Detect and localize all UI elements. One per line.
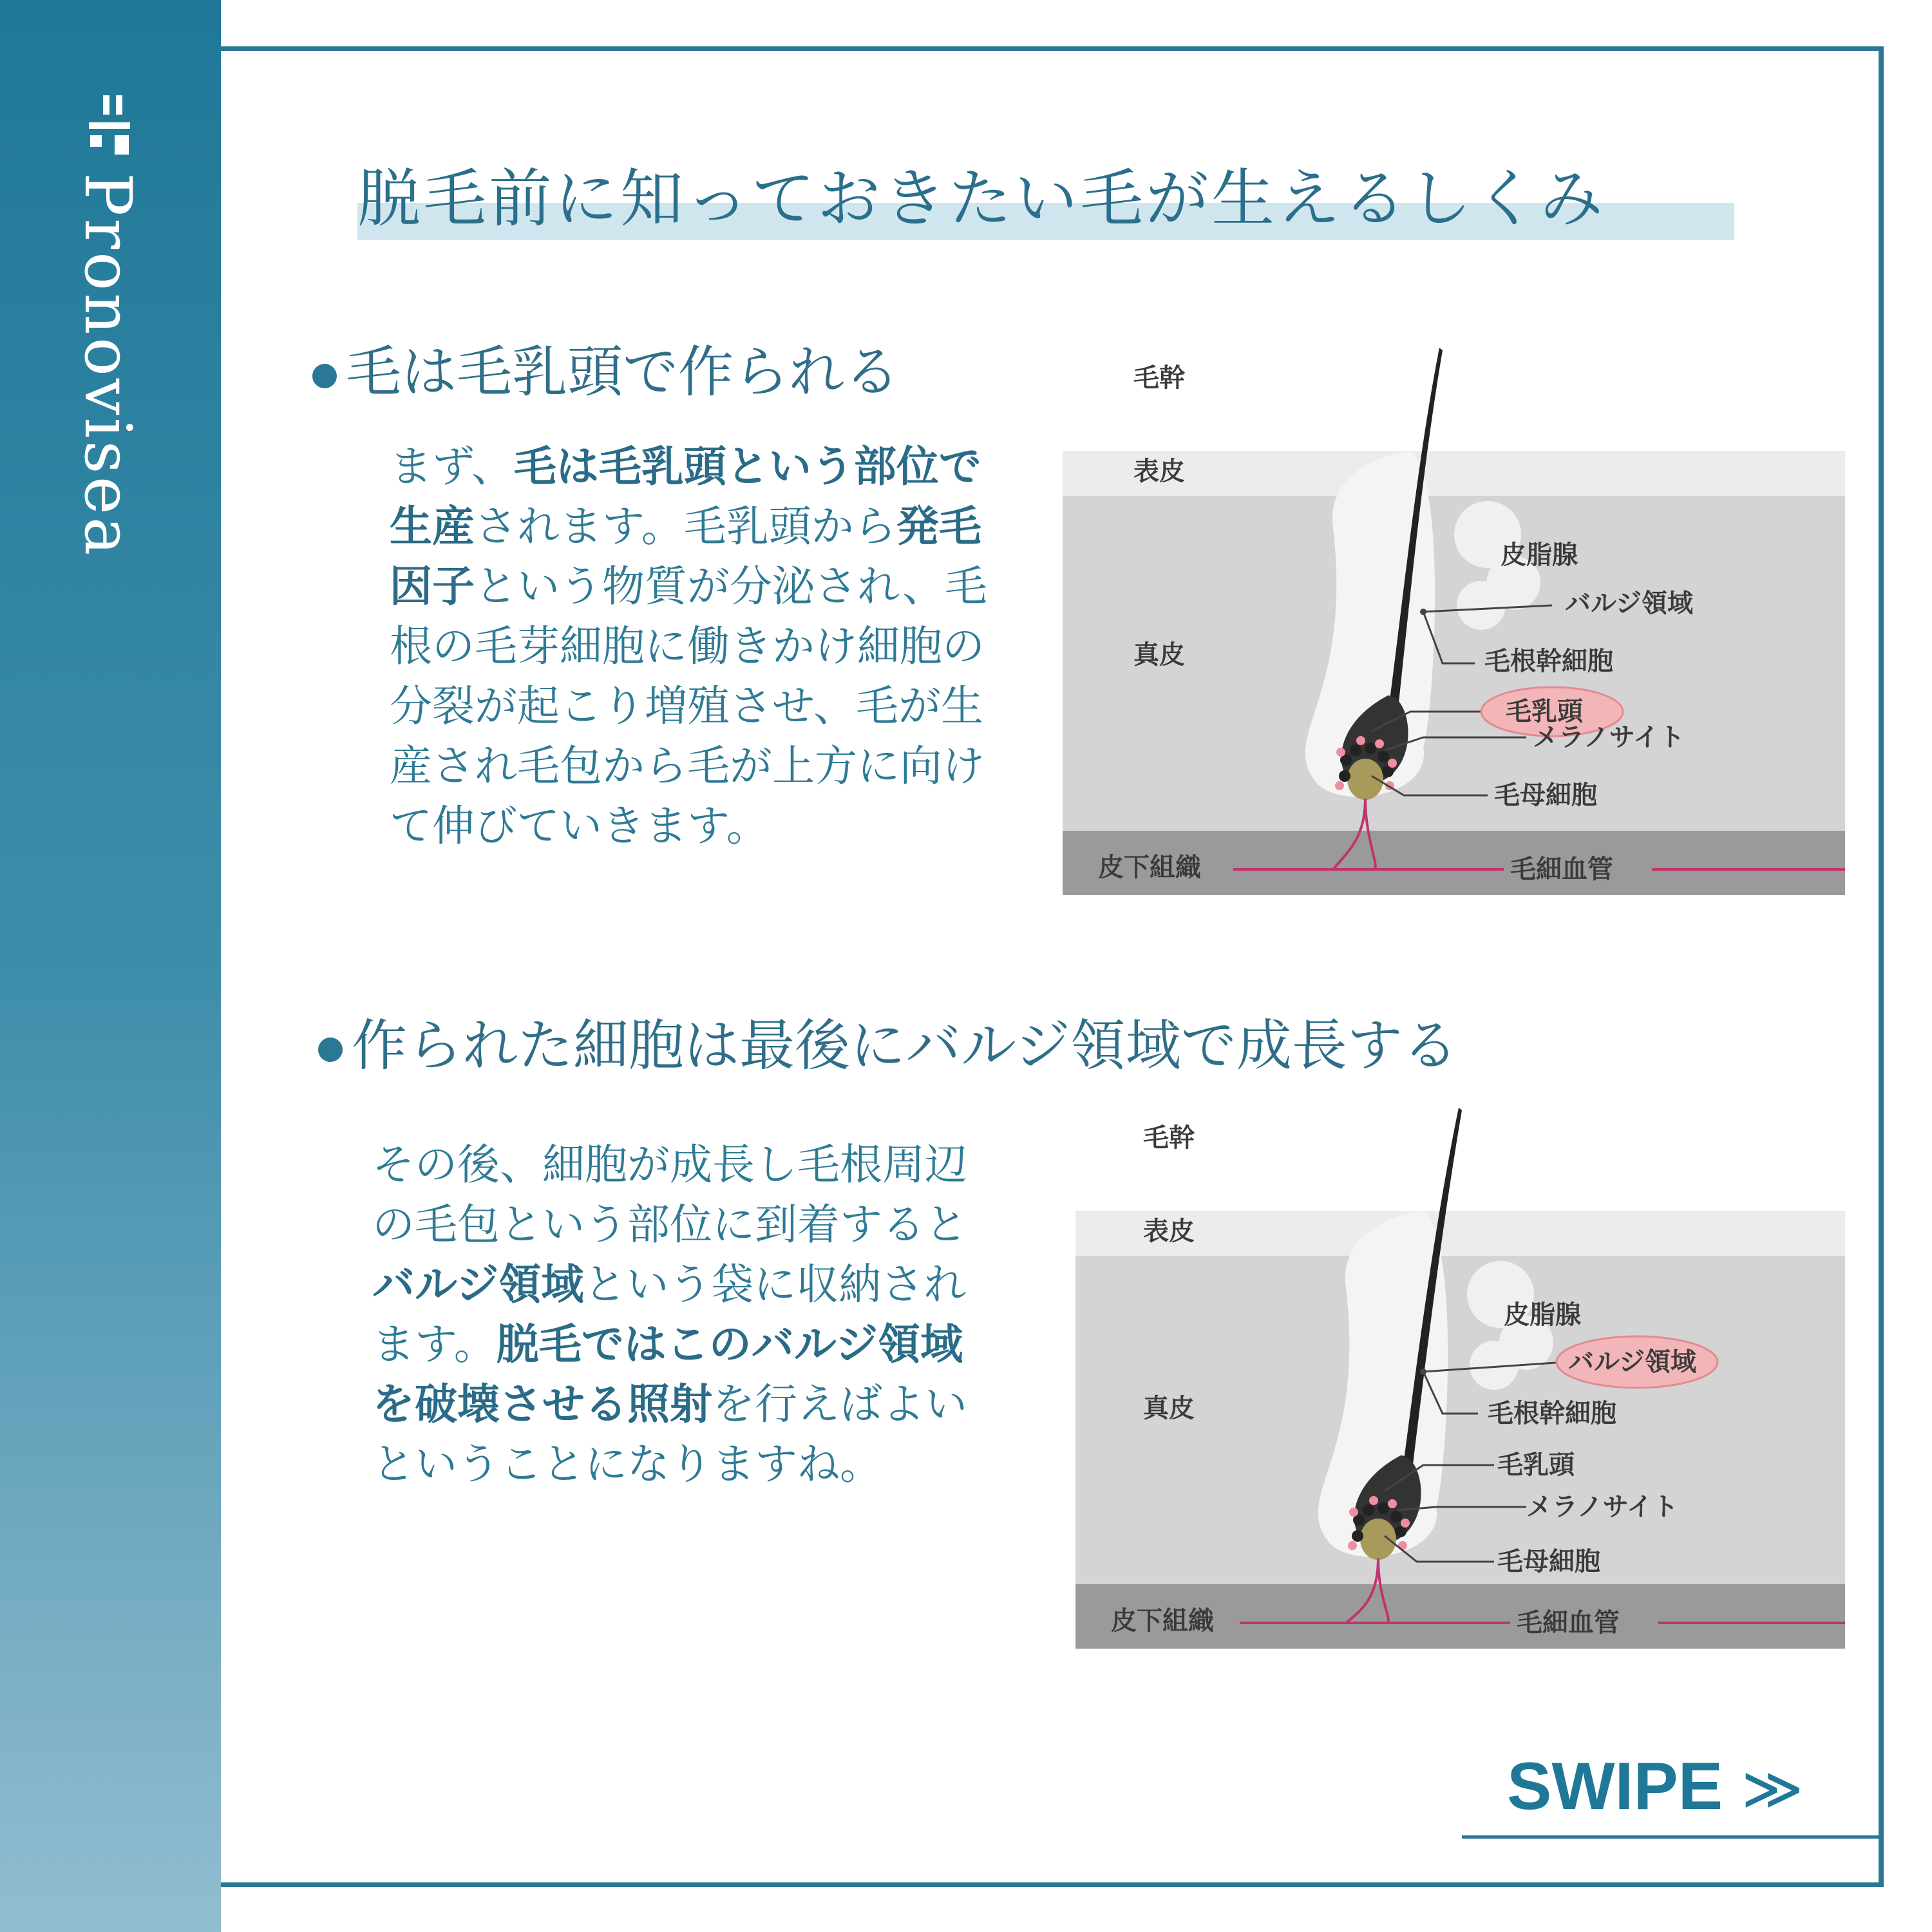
section2-heading-text: 作られた細胞は最後にバルジ領域で成長する: [352, 1014, 1458, 1078]
label-stem: 毛根幹細胞: [1484, 647, 1613, 676]
label-epidermis: 表皮: [1143, 1217, 1195, 1246]
dermal-papilla: [1360, 1519, 1396, 1560]
label-sebaceous: 皮脂腺: [1504, 1300, 1581, 1330]
body-text-segment: されます。毛乳頭から: [475, 502, 896, 551]
page-title: 脱毛前に知っておきたい毛が生えるしくみ: [357, 162, 1606, 236]
label-melanocyte: メラノサイト: [1526, 1492, 1678, 1522]
label-papilla: 毛乳頭: [1506, 697, 1583, 726]
section1-heading: [312, 327, 900, 407]
body-text-segment: を行えばよいということになりますね。: [372, 1379, 967, 1489]
emphasis-text: 脱毛ではこのバルジ領域を破壊させる照射: [372, 1320, 963, 1429]
body-text-segment: という物質が分泌され、毛根の毛芽細胞に働きかけ細胞の分裂が起こり増殖させ、毛が生産され毛包から毛が上方に向けて伸びていきます。: [390, 562, 987, 851]
label-papilla: 毛乳頭: [1497, 1450, 1575, 1480]
emphasis-text: バルジ領域: [372, 1260, 584, 1309]
section1-paragraph: [390, 437, 1001, 856]
label-bulge: バルジ領域: [1568, 1347, 1696, 1377]
bullet-icon: [312, 364, 337, 388]
label-bulge: バルジ領域: [1565, 589, 1693, 618]
emphasis-text: 発毛因子: [390, 502, 981, 611]
label-subcutis: 皮下組織: [1098, 853, 1201, 882]
bullet-icon: [318, 1037, 343, 1062]
swipe-underline: [1462, 1835, 1882, 1839]
label-capillary: 毛細血管: [1517, 1608, 1620, 1638]
emphasis-text: 毛は毛乳頭という部位で生産: [390, 442, 981, 551]
hair-follicle-diagram-2: [1075, 1095, 1868, 1674]
label-stem: 毛根幹細胞: [1488, 1399, 1616, 1428]
section2-paragraph: [372, 1135, 984, 1494]
section1-heading-text: 毛は毛乳頭で作られる: [346, 340, 900, 404]
label-subcutis: 皮下組織: [1111, 1606, 1214, 1636]
label-epidermis: 表皮: [1133, 457, 1185, 486]
hair-follicle-diagram-1: [1063, 335, 1855, 914]
swipe-label: SWIPE: [1507, 1749, 1723, 1824]
label-capillary: 毛細血管: [1510, 855, 1613, 884]
swipe-button[interactable]: [1507, 1748, 1803, 1825]
label-matrix: 毛母細胞: [1497, 1547, 1600, 1577]
label-dermis: 真皮: [1133, 640, 1185, 670]
label-sebaceous: 皮脂腺: [1501, 540, 1578, 570]
brand-name: Pronovisea: [70, 173, 146, 558]
label-dermis: 真皮: [1143, 1394, 1195, 1423]
label-shaft: 毛幹: [1133, 363, 1185, 393]
double-chevron-right-icon: ≫: [1741, 1754, 1804, 1823]
section2-heading: [318, 1001, 1458, 1081]
body-text-segment: その後、細胞が成長し毛根周辺の毛包という部位に到着すると: [372, 1140, 967, 1249]
brand-logo: [70, 95, 146, 623]
brand-mark-icon: [84, 95, 135, 166]
body-text-segment: まず、: [390, 442, 514, 491]
brand-sidebar: [0, 0, 221, 1932]
label-shaft: 毛幹: [1143, 1123, 1195, 1153]
body-text-segment: という袋に収納されます。: [372, 1260, 967, 1369]
label-melanocyte: メラノサイト: [1533, 723, 1685, 752]
label-matrix: 毛母細胞: [1494, 781, 1597, 810]
